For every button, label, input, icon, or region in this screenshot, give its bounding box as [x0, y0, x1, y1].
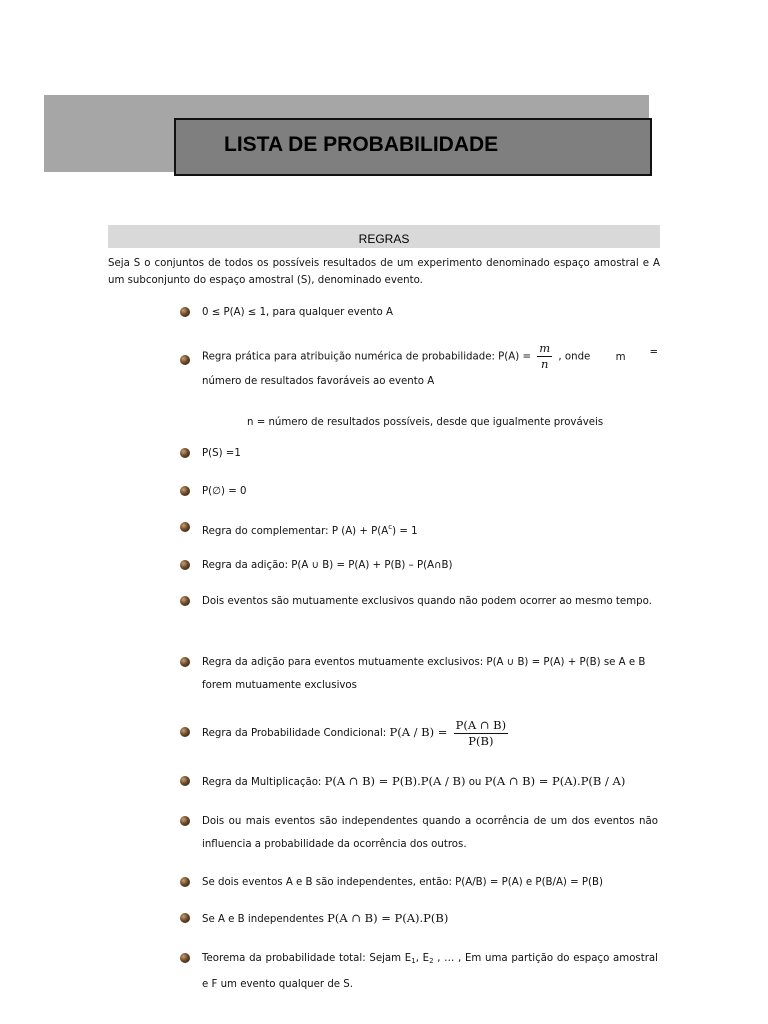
list-item	[180, 715, 658, 751]
section-heading: REGRAS	[108, 225, 660, 248]
rule-text: , onde	[558, 351, 591, 363]
intro-paragraph: Seja S o conjuntos de todos os possíveis resultados de um experimento denominado espaço amostral e A um subconjunto do espaço amostral (S), denominado evento.	[108, 258, 660, 286]
list-item	[180, 480, 658, 503]
rule-text: n = número de resultados possíveis, desde que igualmente prováveis	[247, 417, 604, 428]
list-item	[180, 554, 658, 577]
bullet-icon	[180, 355, 190, 365]
list-item	[180, 810, 658, 856]
rule-text: , E	[415, 953, 430, 964]
bullet-icon	[180, 877, 190, 887]
rule-text: ou	[468, 777, 482, 788]
formula: P(A / B) =	[389, 725, 448, 739]
rule-text: Teorema da probabilidade total: Sejam E	[202, 953, 412, 964]
list-item	[180, 341, 658, 393]
bullet-icon	[180, 522, 190, 532]
bullet-icon	[180, 776, 190, 786]
rule-text: , … , Em uma partição do espaço amostral e F um evento qualquer de S.	[202, 953, 658, 990]
list-item	[180, 770, 658, 794]
fraction-numerator: P(A ∩ B)	[455, 717, 507, 732]
rule-text: Dois ou mais eventos são independentes quando a ocorrência de um dos eventos não influencia a probabilidade da ocorrência dos outros.	[202, 816, 658, 850]
rule-text: ) = 1	[392, 526, 418, 537]
rule-text: Regra da Multiplicação:	[202, 777, 322, 788]
symbol-m: m	[615, 351, 626, 363]
bullet-icon	[180, 953, 190, 963]
rule-text: 0 ≤ P(A) ≤ 1, para qualquer evento A	[202, 307, 393, 318]
rule-text: Dois eventos são mutuamente exclusivos quando não podem ocorrer ao mesmo tempo.	[202, 596, 652, 607]
fraction-denominator: n	[540, 357, 549, 371]
rule-text: Se A e B independentes	[202, 914, 324, 925]
bullet-icon	[180, 727, 190, 737]
list-item	[180, 442, 658, 465]
list-item	[180, 907, 658, 931]
rule-text: P(S) =1	[202, 448, 241, 459]
list-item	[180, 651, 658, 697]
subscript: 1	[411, 957, 416, 965]
list-item	[180, 590, 658, 613]
bullet-icon	[180, 596, 190, 606]
list-item	[180, 871, 658, 894]
rule-text: Regra da adição para eventos mutuamente exclusivos: P(A ∪ B) = P(A) + P(B) se A e B forem mutuamente exclusivos	[202, 657, 646, 691]
list-item	[180, 947, 658, 996]
subscript: 2	[429, 957, 434, 965]
list-item	[180, 301, 658, 324]
fraction-numerator: m	[539, 341, 551, 355]
bullet-icon	[180, 448, 190, 458]
bullet-icon	[180, 816, 190, 826]
rule-text: Regra do complementar: P (A) + P(A	[202, 526, 389, 537]
rule-text: Se dois eventos A e B são independentes, então: P(A/B) = P(A) e P(B/A) = P(B)	[202, 877, 603, 888]
formula: P(A ∩ B) = P(A).P(B)	[327, 911, 449, 925]
formula: P(A ∩ B) = P(B).P(A / B)	[324, 774, 466, 788]
bullet-icon	[180, 307, 190, 317]
fraction-denominator: P(B)	[468, 733, 494, 748]
rule-text: Regra prática para atribuição numérica de probabilidade: P(A) =	[202, 351, 531, 363]
superscript: c	[388, 523, 393, 531]
fraction	[537, 341, 552, 372]
equals-sign: =	[649, 347, 658, 358]
formula: P(A ∩ B) = P(A).P(B / A)	[484, 774, 626, 788]
list-item	[180, 516, 658, 543]
page-title: LISTA DE PROBABILIDADE	[224, 133, 499, 156]
bullet-icon	[180, 657, 190, 667]
title-box	[174, 118, 652, 176]
fraction	[454, 718, 508, 749]
bullet-icon	[180, 913, 190, 923]
rule-text: P(∅) = 0	[202, 486, 247, 497]
rule-text: número de resultados favoráveis ao evento A	[202, 376, 435, 387]
bullet-icon	[180, 560, 190, 570]
rule-text: Regra da adição: P(A ∪ B) = P(A) + P(B) – P(A∩B)	[202, 560, 453, 571]
bullet-icon	[180, 486, 190, 496]
rule-text: Regra da Probabilidade Condicional:	[202, 728, 387, 739]
